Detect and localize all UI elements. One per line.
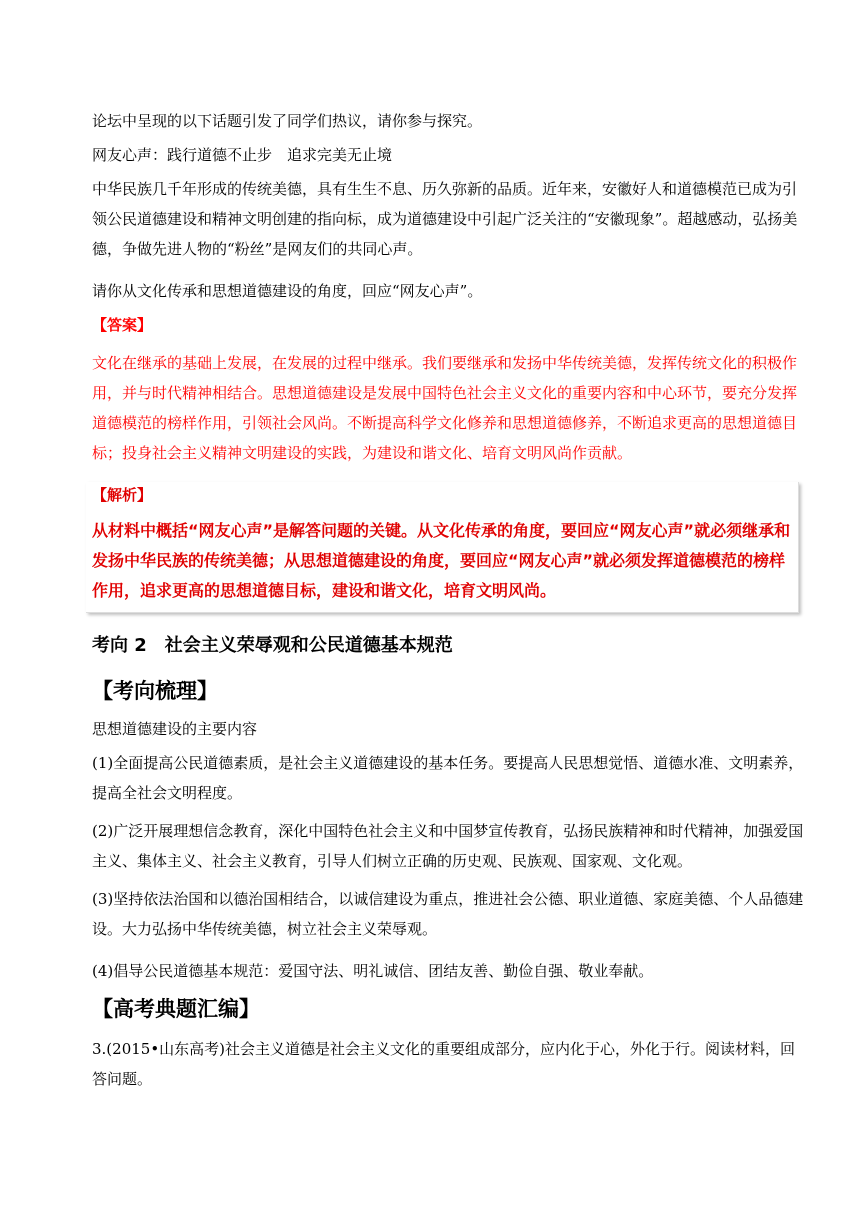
answer-label: 【答案】 [92,316,153,334]
analysis-text: 从材料中概括“网友心声”是解答问题的关键。从文化传承的角度，要回应“网友心声”就必须继承和发扬中华民族的传统美德；从思想道德建设的角度，要回应“网友心声”就必须发挥道德模范的榜样作用，追求更高的思想道德目标，建设和谐文化，培育文明风尚。 [92,521,791,600]
exam-question: 3.(2015•山东高考)社会主义道德是社会主义文化的重要组成部分，应内化于心，外化于行。阅读材料，回答问题。 [92,1040,796,1088]
analysis-box [86,482,799,613]
analysis-label: 【解析】 [92,486,153,504]
review-item: (4)倡导公民道德基本规范：爱国守法、明礼诚信、团结友善、勤俭自强、敬业奉献。 [92,962,654,980]
review-item: (2)广泛开展理想信念教育，深化中国特色社会主义和中国梦宣传教育，弘扬民族精神和时代精神，加强爱国主义、集体主义、社会主义教育，引导人们树立正确的历史观、民族观、国家观、文化观。 [92,822,804,870]
review-item: (1)全面提高公民道德素质，是社会主义道德建设的基本任务。要提高人民思想觉悟、道德水准、文明素养，提高全社会文明程度。 [92,754,804,802]
intro-text: 论坛中呈现的以下话题引发了同学们热议，请你参与探究。 [92,112,483,130]
exam-heading: 【高考典题汇编】 [92,997,260,1021]
material-text: 中华民族几千年形成的传统美德，具有生生不息、历久弥新的品质。近年来，安徽好人和道德模范已成为引领公民道德建设和精神文明创建的指向标，成为道德建设中引起广泛关注的“安徽现象”。超越感动，弘扬美德，争做先进人物的“粉丝”是网友们的共同心声。 [92,180,798,258]
section-title: 考向 2 社会主义荣辱观和公民道德基本规范 [92,635,453,656]
review-intro: 思想道德建设的主要内容 [92,720,258,738]
answer-text: 文化在继承的基础上发展，在发展的过程中继承。我们要继承和发扬中华传统美德，发挥传统文化的积极作用，并与时代精神相结合。思想道德建设是发展中国特色社会主义文化的重要内容和中心环节，要充分发挥道德模范的榜样作用，引领社会风尚。不断提高科学文化修养和思想道德修养，不断追求更高的思想道德目标；投身社会主义精神文明建设的实践，为建设和谐文化、培育文明风尚作贡献。 [92,354,798,462]
question-text: 请你从文化传承和思想道德建设的角度，回应“网友心声”。 [92,282,483,300]
netizen-voice: 网友心声：践行道德不止步 追求完美无止境 [92,146,393,164]
review-item: (3)坚持依法治国和以德治国相结合，以诚信建设为重点，推进社会公德、职业道德、家庭美德、个人品德建设。大力弘扬中华传统美德，树立社会主义荣辱观。 [92,890,804,938]
review-heading: 【考向梳理】 [92,679,218,703]
